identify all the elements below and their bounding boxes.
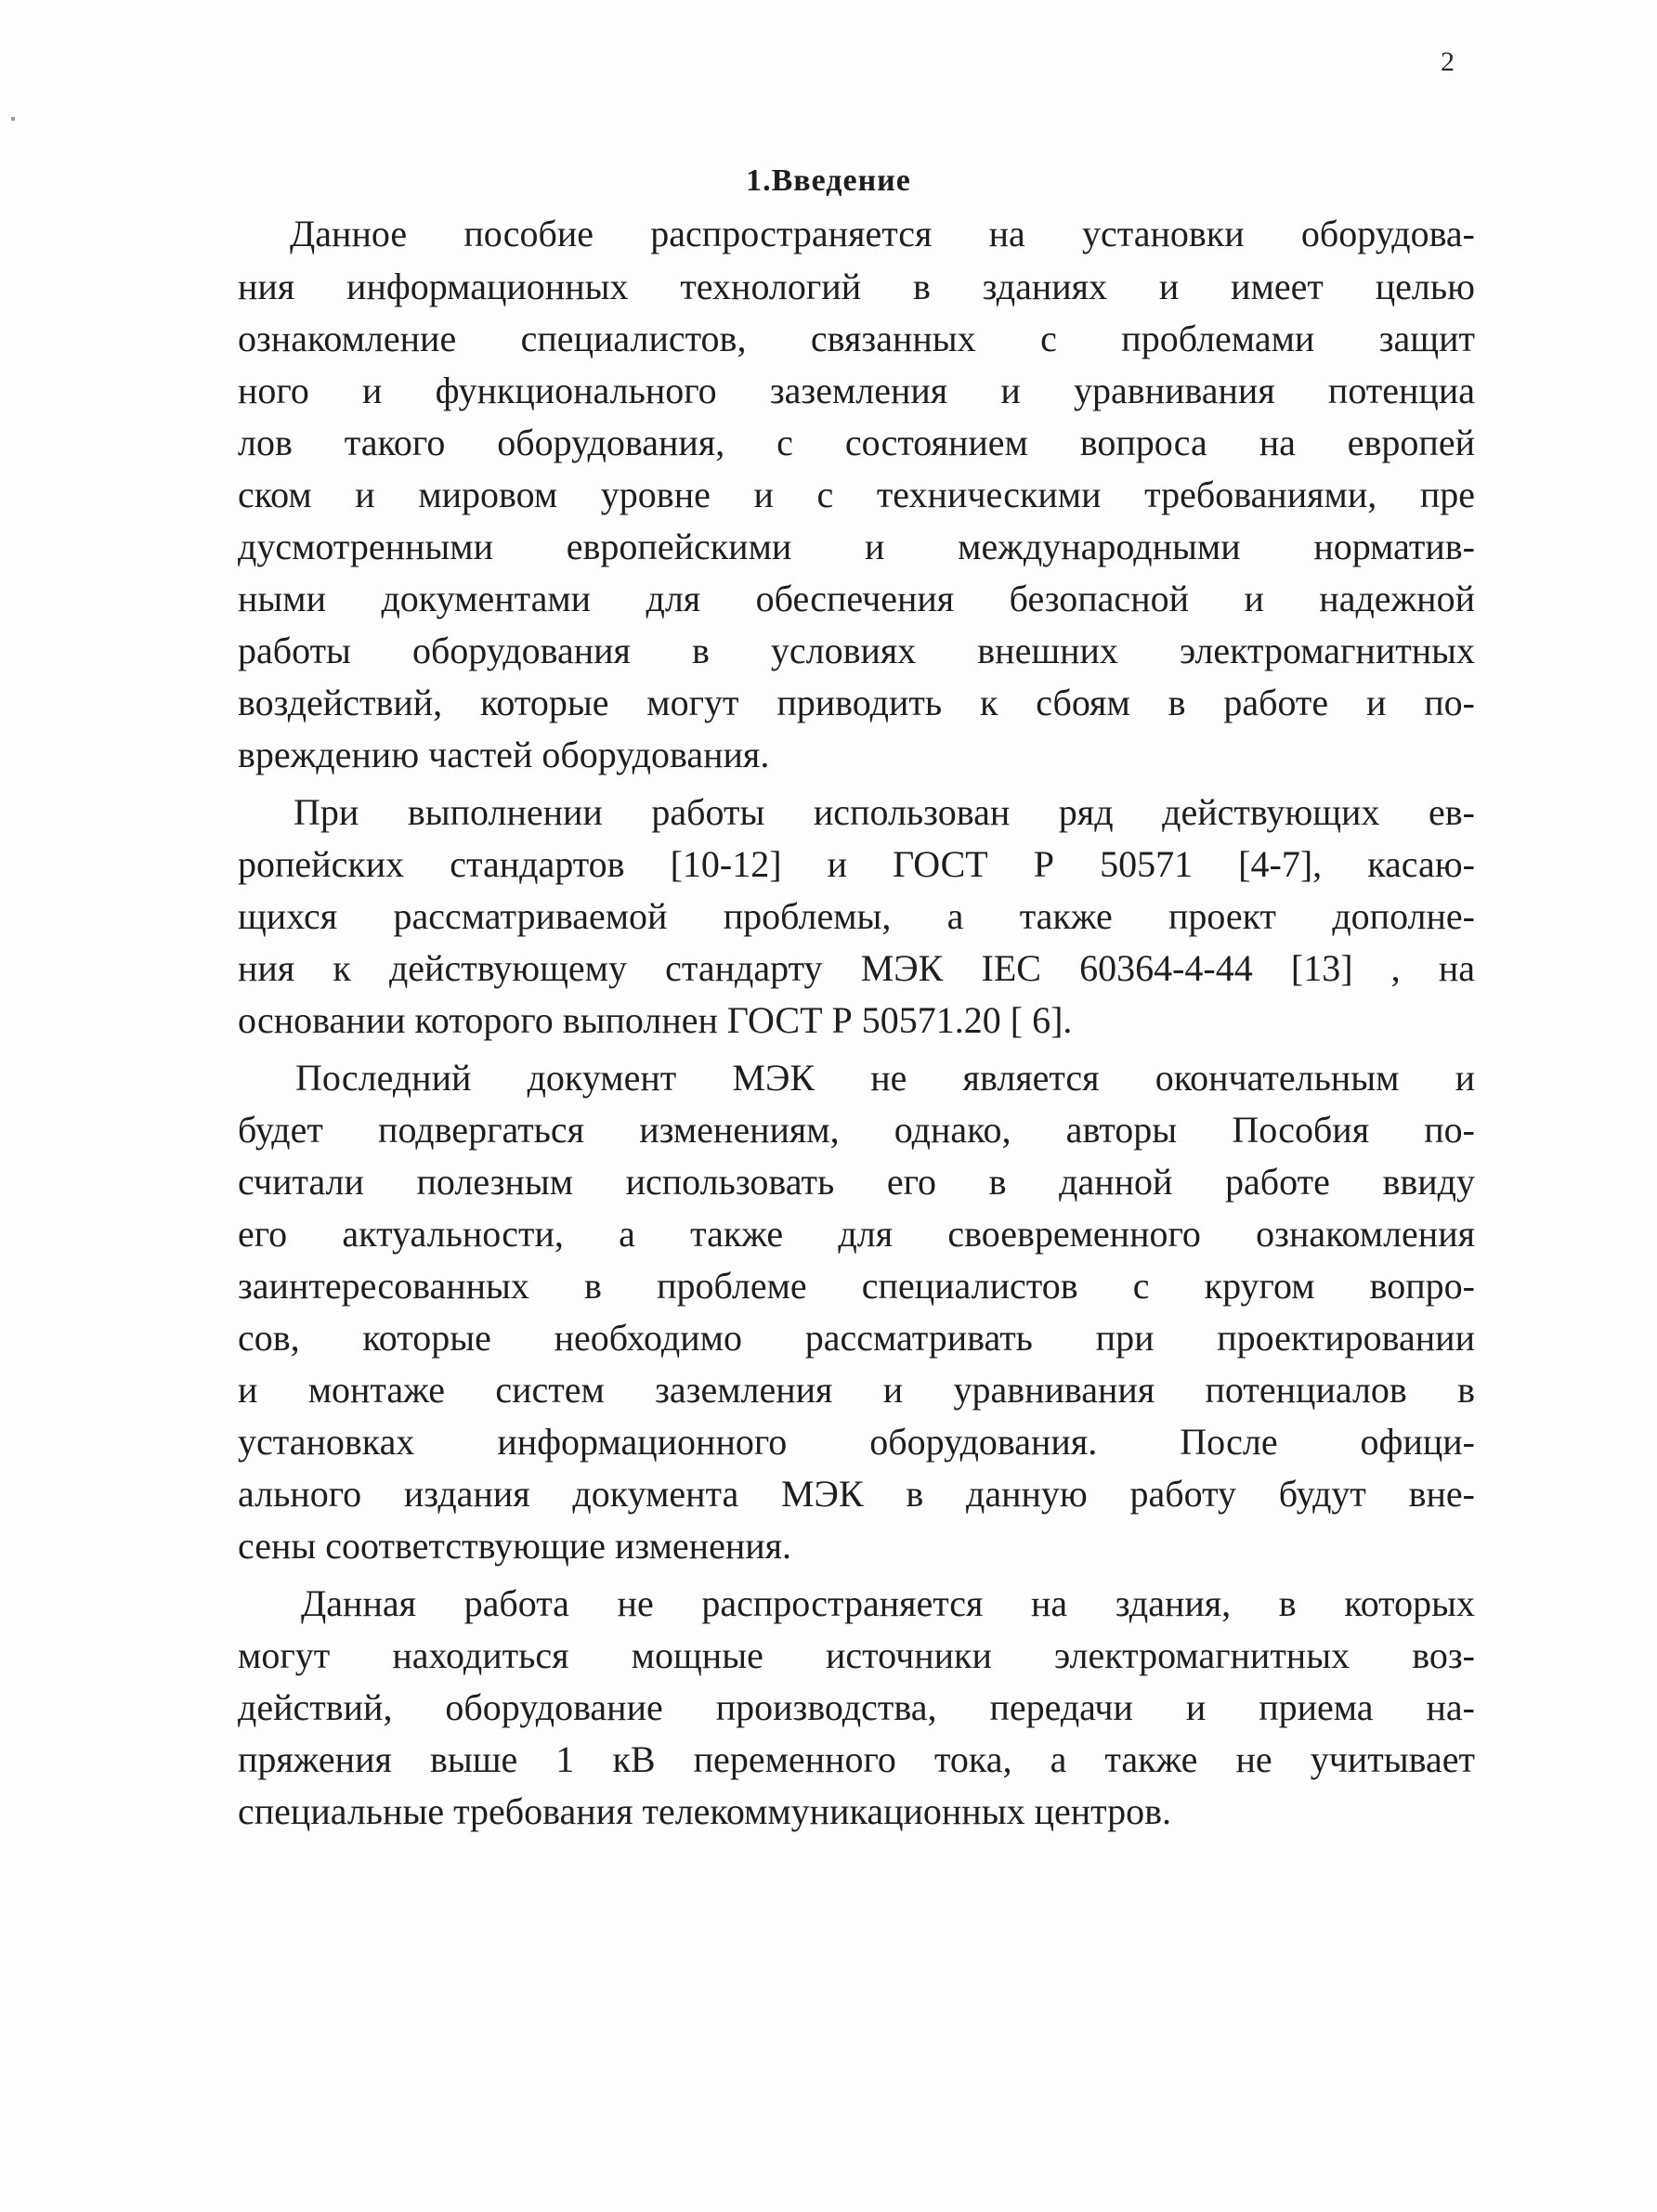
text-line: ального издания документа МЭК в данную работу будут вне- (238, 1473, 1475, 1515)
text-line: будет подвергаться изменениям, однако, авторы Пособия по- (238, 1109, 1475, 1151)
text-line: Данное пособие распространяется на установки оборудова- (290, 213, 1475, 254)
text-line: считали полезным использовать его в данной работе ввиду (238, 1161, 1475, 1203)
text-line: Последний документ МЭК не является окончательным и (295, 1057, 1475, 1099)
text-line: При выполнении работы использован ряд действующих ев- (294, 791, 1475, 833)
text-line: специальные требования телекоммуникационных центров. (238, 1790, 1171, 1832)
text-line: воздействий, которые могут приводить к сбоям в работе и по- (238, 682, 1475, 723)
text-line: и монтаже систем заземления и уравнивания потенциалов в (238, 1369, 1475, 1411)
text-line: ния информационных технологий в зданиях и имеет целью (238, 266, 1475, 307)
text-line: сены соответствующие изменения. (238, 1525, 792, 1567)
text-line: ознакомление специалистов, связанных с проблемами защит (238, 318, 1475, 359)
section-heading: 1.Введение (746, 163, 911, 198)
text-line: щихся рассматриваемой проблемы, а также проект дополне- (238, 895, 1475, 937)
text-line: действий, оборудование производства, передачи и приема на- (238, 1686, 1475, 1728)
text-line: ропейских стандартов [10-12] и ГОСТ Р 50571 [4-7], касаю- (238, 843, 1475, 885)
text-line: дусмотренными европейскими и международными норматив- (238, 526, 1475, 567)
text-line: ния к действующему стандарту МЭК IEC 60364-4-44 [13] , на (238, 947, 1475, 989)
text-line: ском и мировом уровне и с техническими требованиями, пре (238, 474, 1475, 515)
text-line: пряжения выше 1 кВ переменного тока, а также не учитывает (238, 1738, 1475, 1780)
text-line: ными документами для обеспечения безопасной и надежной (238, 578, 1475, 619)
text-line: Данная работа не распространяется на здания, в которых (301, 1582, 1475, 1624)
text-line: вреждению частей оборудования. (238, 734, 770, 775)
text-line: установках информационного оборудования. После офици- (238, 1421, 1475, 1463)
text-line: могут находиться мощные источники электромагнитных воз- (238, 1634, 1475, 1676)
text-line: работы оборудования в условиях внешних электромагнитных (238, 630, 1475, 671)
text-line: лов такого оборудования, с состоянием вопроса на европей (238, 422, 1475, 463)
text-line: его актуальности, а также для своевременного ознакомления (238, 1213, 1475, 1255)
page-number: 2 (1441, 46, 1455, 77)
scan-speck (11, 117, 15, 121)
text-line: заинтересованных в проблеме специалистов с кругом вопро- (238, 1265, 1475, 1307)
text-line: ного и функционального заземления и уравнивания потенциа (238, 370, 1475, 411)
text-line: основании которого выполнен ГОСТ Р 50571.20 [ 6]. (238, 999, 1073, 1041)
text-line: сов, которые необходимо рассматривать при проектировании (238, 1317, 1475, 1359)
